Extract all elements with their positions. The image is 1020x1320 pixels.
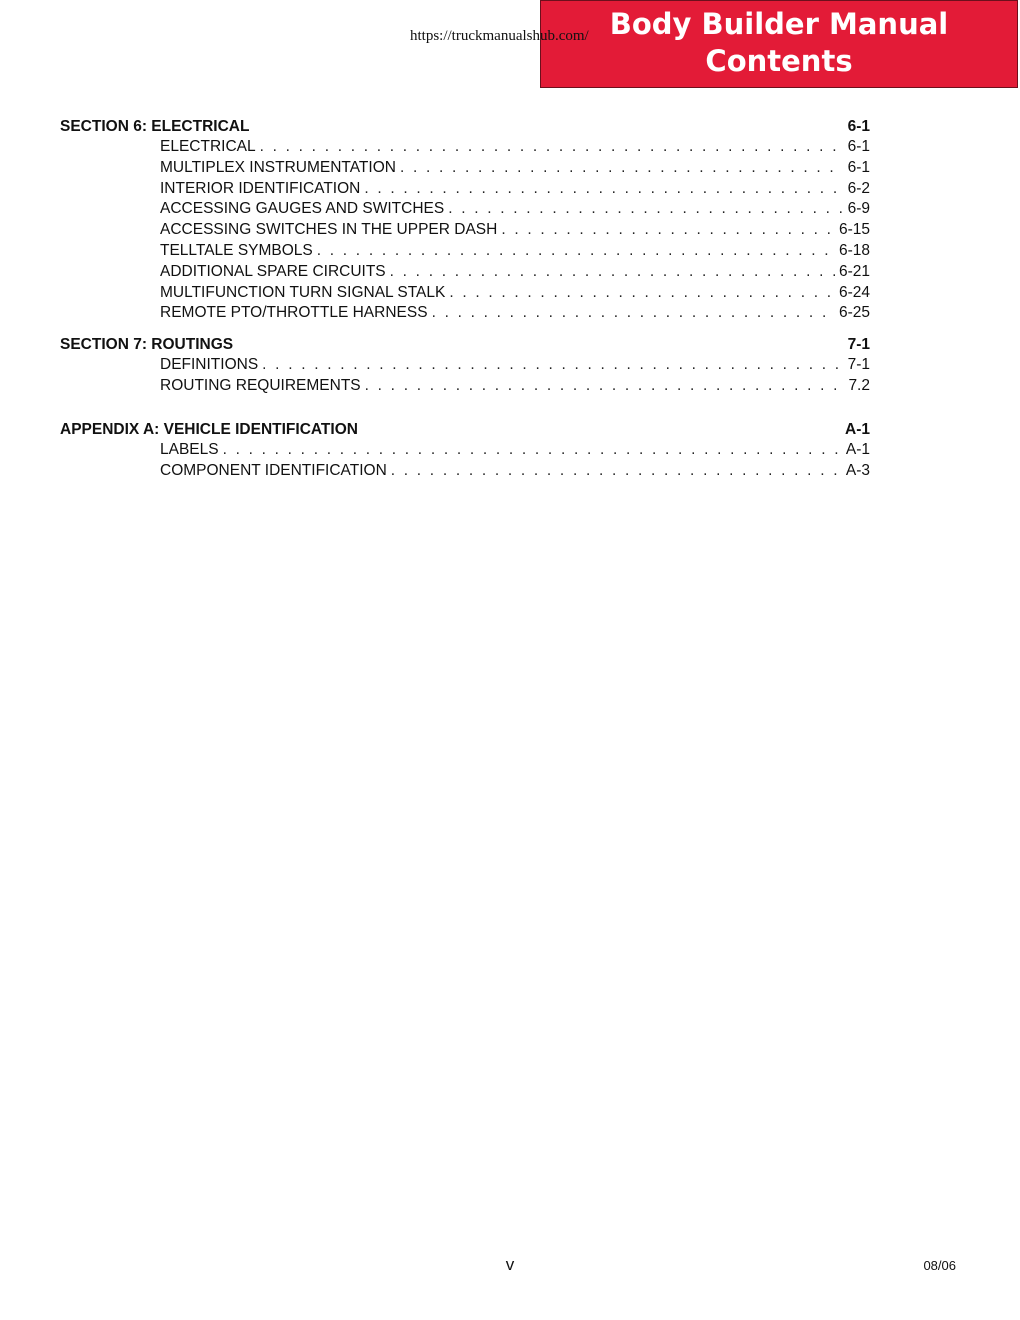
entry-label: ACCESSING GAUGES AND SWITCHES — [160, 200, 445, 218]
toc-entry-routing-requirements[interactable] — [60, 376, 870, 397]
entry-label: ADDITIONAL SPARE CIRCUITS — [160, 262, 386, 280]
entry-page: A-1 — [845, 440, 870, 458]
header-title — [541, 6, 1017, 80]
header-title-line1: Body Builder Manual — [609, 7, 949, 41]
toc-entry-accessing-switches-upper-dash[interactable] — [60, 220, 870, 241]
entry-page: 7.2 — [848, 376, 870, 394]
dot-leader — [365, 376, 842, 397]
entry-label: ELECTRICAL — [160, 138, 256, 155]
footer-page-number: v — [505, 1255, 515, 1274]
toc-section-7 — [60, 334, 870, 397]
dot-leader — [390, 262, 835, 283]
entry-label: INTERIOR IDENTIFICATION — [160, 179, 361, 197]
entry-page: 6-9 — [847, 200, 870, 218]
toc-entry-multiplex-instrumentation[interactable] — [60, 158, 870, 179]
toc-entry-electrical[interactable] — [60, 137, 870, 158]
entry-label: ROUTING REQUIREMENTS — [160, 376, 361, 394]
toc-entry-component-identification[interactable] — [60, 461, 870, 482]
section-title: SECTION 6: ELECTRICAL — [60, 118, 250, 135]
section-title: SECTION 7: ROUTINGS — [60, 336, 234, 354]
dot-leader — [260, 137, 842, 158]
footer-date: 08/06 — [923, 1258, 956, 1273]
toc-entry-telltale-symbols[interactable] — [60, 241, 870, 262]
dot-leader — [501, 220, 835, 241]
section-page: A-1 — [845, 420, 870, 438]
entry-page: 7-1 — [847, 356, 870, 374]
dot-leader — [364, 179, 842, 200]
manual-header-banner — [540, 0, 1018, 88]
entry-page: 6-21 — [838, 262, 870, 280]
section-heading[interactable] — [60, 116, 870, 137]
entry-page: 6-1 — [847, 138, 870, 155]
dot-leader — [449, 283, 835, 304]
toc-appendix-a — [60, 419, 870, 482]
entry-page: 6-15 — [838, 221, 870, 239]
toc-entry-remote-pto-throttle[interactable] — [60, 303, 870, 324]
header-title-line2: Contents — [705, 44, 853, 78]
dot-leader — [448, 199, 842, 220]
dot-leader — [391, 461, 842, 482]
toc-section-6 — [60, 116, 870, 324]
watermark-url: https://truckmanualshub.com/ — [410, 28, 589, 44]
entry-label: MULTIPLEX INSTRUMENTATION — [160, 158, 396, 176]
toc-entry-accessing-gauges[interactable] — [60, 199, 870, 220]
toc-entry-additional-spare-circuits[interactable] — [60, 262, 870, 283]
entry-label: TELLTALE SYMBOLS — [160, 241, 313, 259]
entry-label: MULTIFUNCTION TURN SIGNAL STALK — [160, 283, 446, 301]
section-heading[interactable] — [60, 334, 870, 355]
dot-leader — [432, 303, 835, 324]
entry-page: 6-1 — [847, 158, 870, 176]
entry-page: A-3 — [845, 461, 870, 479]
entry-page: 6-2 — [847, 179, 870, 197]
section-heading[interactable] — [60, 419, 870, 440]
toc-entry-multifunction-turn-signal[interactable] — [60, 283, 870, 304]
dot-leader — [317, 241, 835, 262]
entry-page: 6-25 — [838, 304, 870, 322]
entry-label: ACCESSING SWITCHES IN THE UPPER DASH — [160, 221, 498, 239]
entry-label: DEFINITIONS — [160, 356, 259, 374]
dot-leader — [223, 440, 842, 461]
entry-label: COMPONENT IDENTIFICATION — [160, 461, 387, 479]
dot-leader — [400, 158, 842, 179]
dot-leader — [262, 355, 842, 376]
section-title: APPENDIX A: VEHICLE IDENTIFICATION — [60, 420, 358, 438]
entry-label: REMOTE PTO/THROTTLE HARNESS — [160, 304, 428, 322]
entry-label: LABELS — [160, 440, 219, 458]
toc-entry-definitions[interactable] — [60, 355, 870, 376]
entry-page: 6-18 — [838, 241, 870, 259]
toc-entry-labels[interactable] — [60, 440, 870, 461]
table-of-contents — [60, 116, 870, 491]
section-page: 7-1 — [847, 336, 870, 354]
toc-entry-interior-identification[interactable] — [60, 179, 870, 200]
section-page: 6-1 — [847, 118, 870, 135]
entry-page: 6-24 — [838, 283, 870, 301]
